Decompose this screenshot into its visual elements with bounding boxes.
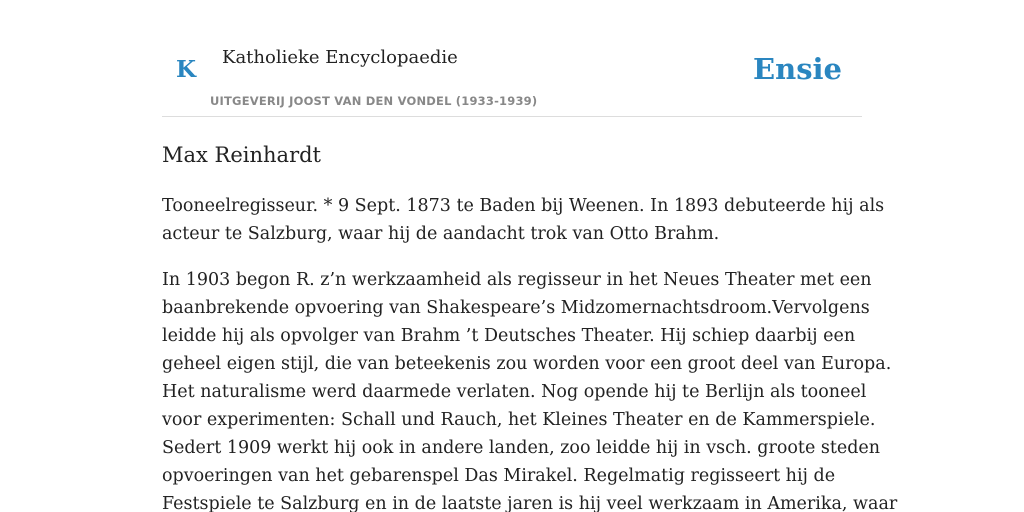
paragraph-2: [162, 266, 898, 512]
text-line: voor experimenten: Schall und Rauch, het Kleines Theater en de Kammerspiele.: [162, 410, 876, 430]
text-line: Sedert 1909 werkt hij ook in andere landen, zoo leidde hij in vsch. groote steden: [162, 438, 881, 458]
text-line: baanbrekende opvoering van Shakespeare’s Midzomernachtsdroom.Vervolgens: [162, 298, 870, 318]
site-title[interactable]: Katholieke Encyclopaedie: [222, 47, 458, 68]
text-line: geheel eigen stijl, die van beteekenis zou worden voor een groot deel van Europa.: [162, 354, 892, 374]
site-logo[interactable]: K: [176, 56, 196, 83]
paragraph-1: [162, 192, 885, 248]
article-body: [162, 192, 898, 512]
brand-logo[interactable]: Ensie: [753, 52, 842, 86]
text-line: opvoeringen van het gebarenspel Das Mirakel. Regelmatig regisseert hij de: [162, 466, 836, 486]
text-line: Het naturalisme werd daarmede verlaten. Nog opende hij te Berlijn als tooneel: [162, 382, 867, 402]
text-line: In 1903 begon R. z’n werkzaamheid als regisseur in het Neues Theater met een: [162, 270, 872, 290]
text-line: Festspiele te Salzburg en in de laatste jaren is hij veel werkzaam in Amerika, waar: [162, 494, 898, 512]
site-header: [162, 0, 862, 117]
text-line: Tooneelregisseur. * 9 Sept. 1873 te Baden bij Weenen. In 1893 debuteerde hij als: [162, 196, 885, 216]
site-subtitle: UITGEVERIJ JOOST VAN DEN VONDEL (1933-1939): [210, 94, 538, 108]
text-line: acteur te Salzburg, waar hij de aandacht trok van Otto Brahm.: [162, 224, 720, 244]
text-line: leidde hij als opvolger van Brahm ’t Deutsches Theater. Hij schiep daarbij een: [162, 326, 856, 346]
article-title: Max Reinhardt: [162, 143, 321, 167]
